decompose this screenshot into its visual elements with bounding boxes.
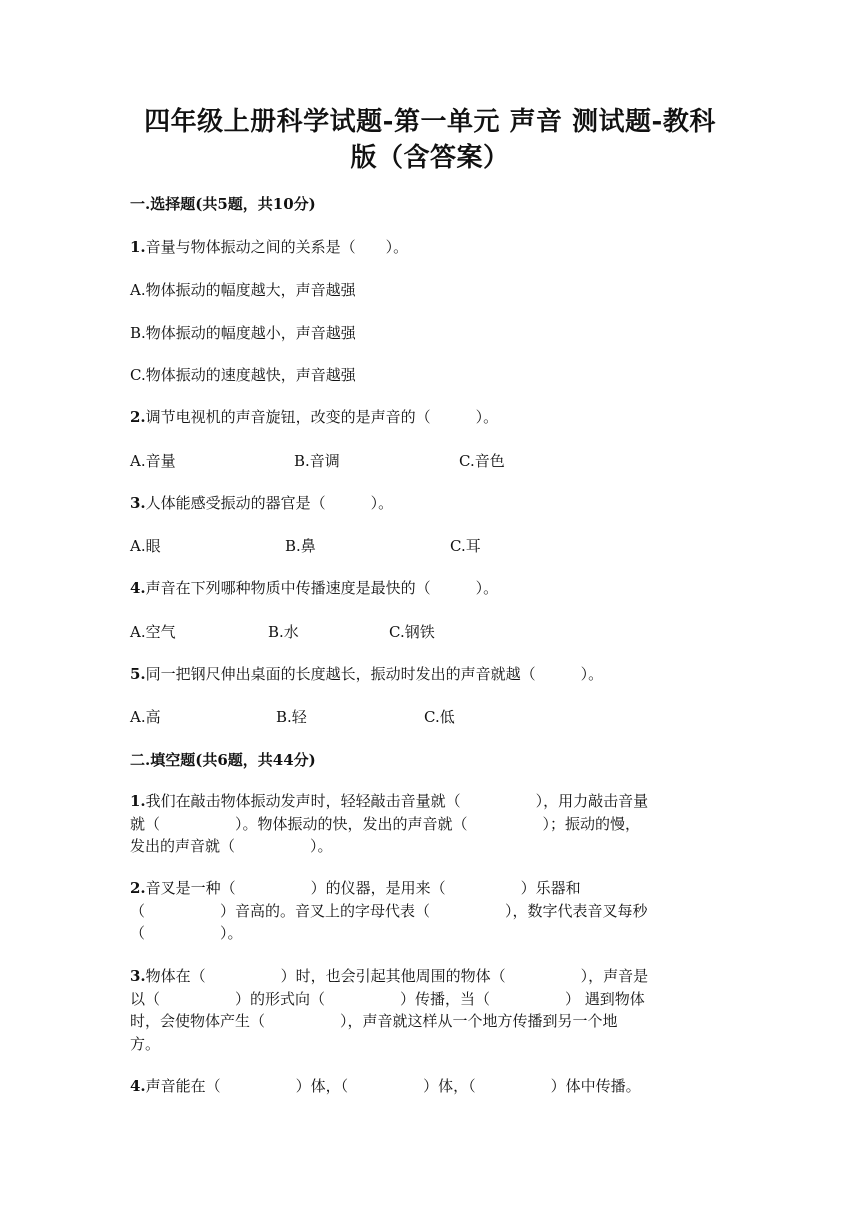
section-fill-heading: 二.填空题(共6题，共44分): [130, 751, 316, 769]
option-c: C.物体振动的速度越快，声音越强: [130, 366, 356, 384]
question-number: 1.: [130, 792, 146, 810]
fill-question-1: [130, 790, 730, 858]
fill-line: （ ）。: [130, 924, 243, 942]
option-a: A.空气: [130, 623, 176, 641]
question-5: [130, 663, 603, 685]
fill-line: 就（ ）。物体振动的快，发出的声音就（ ）；振动的慢，: [130, 814, 641, 833]
section-choice-heading: 一.选择题(共5题，共10分): [130, 195, 316, 213]
question-number: 3.: [130, 967, 146, 985]
option-a: A.高: [130, 708, 161, 726]
fill-line: 时，会使物体产生（ ），声音就这样从一个地方传播到另一个地: [130, 1012, 618, 1030]
title-line-1: 四年级上册科学试题-第一单元 声音 测试题-教科: [144, 107, 716, 137]
option-b: B.音调: [294, 452, 340, 470]
question-3: [130, 492, 393, 514]
fill-line: [130, 877, 730, 900]
fill-line: 发出的声音就（ ）。: [130, 837, 333, 855]
option-c: C.低: [424, 708, 455, 726]
fill-question-4: [130, 1075, 730, 1098]
question-number: 2.: [130, 879, 146, 897]
question-text: 声音在下列哪种物质中传播速度是最快的（ ）。: [145, 579, 499, 597]
question-number: 4.: [130, 1077, 146, 1095]
line-text: 物体在（ ）时，也会引起其他周围的物体（ ），声音是: [145, 967, 649, 985]
question-text: 人体能感受振动的器官是（ ）。: [145, 494, 394, 512]
fill-question-2: [130, 877, 730, 945]
option-c: C.耳: [450, 537, 481, 555]
option-a: A.物体振动的幅度越大，声音越强: [130, 281, 356, 299]
fill-line: 以（ ）的形式向（ ）传播，当（ ） 遇到物体: [130, 989, 645, 1008]
question-4: [130, 577, 498, 599]
question-1: [130, 236, 408, 258]
option-b: B.物体振动的幅度越小，声音越强: [130, 324, 356, 342]
option-a: A.眼: [130, 537, 161, 555]
question-2: [130, 406, 498, 428]
title-line-2: 版（含答案）: [350, 143, 510, 173]
line-text: 声音能在（ ）体，（ ）体，（ ）体中传播。: [145, 1077, 641, 1095]
option-c: C.音色: [459, 452, 505, 470]
page-title: [90, 104, 770, 176]
fill-line: （ ）音高的。音叉上的字母代表（ ），数字代表音叉每秒: [130, 901, 648, 920]
fill-line: 方。: [130, 1034, 161, 1053]
question-number: 5.: [130, 665, 146, 683]
fill-line: [130, 1075, 730, 1098]
line-text: 我们在敲击物体振动发声时，轻轻敲击音量就（ ），用力敲击音量: [145, 792, 649, 810]
question-number: 2.: [130, 408, 146, 426]
question-text: 音量与物体振动之间的关系是（ ）。: [145, 238, 409, 256]
question-number: 4.: [130, 579, 146, 597]
fill-question-3: [130, 965, 730, 1055]
question-text: 同一把钢尺伸出桌面的长度越长，振动时发出的声音就越（ ）。: [145, 665, 604, 683]
option-a: A.音量: [130, 452, 176, 470]
fill-line: [130, 790, 730, 813]
question-text: 调节电视机的声音旋钮，改变的是声音的（ ）。: [145, 408, 499, 426]
option-b: B.鼻: [285, 537, 316, 555]
line-text: 音叉是一种（ ）的仪器，是用来（ ）乐器和: [145, 879, 581, 897]
option-c: C.钢铁: [389, 623, 435, 641]
option-b: B.水: [268, 623, 299, 641]
fill-line: [130, 965, 730, 988]
option-b: B.轻: [276, 708, 307, 726]
question-number: 3.: [130, 494, 146, 512]
question-number: 1.: [130, 238, 146, 256]
